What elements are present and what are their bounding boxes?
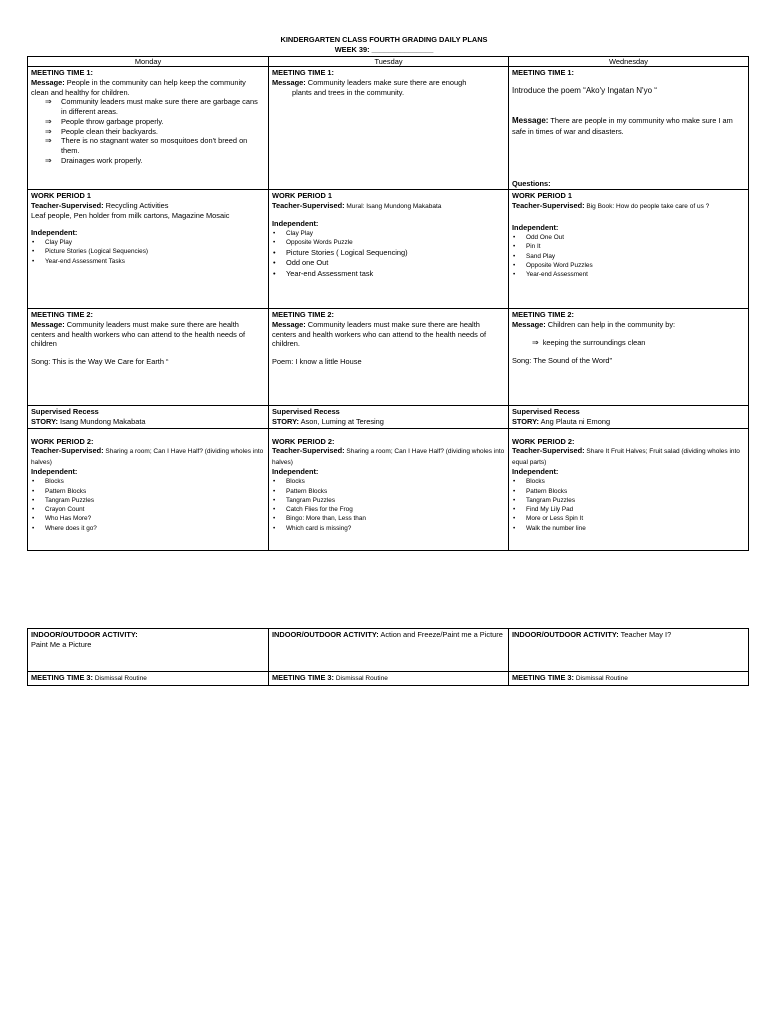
message-text: People in the community can help keep the community clean and healthy for children.: [31, 77, 246, 97]
ts-text: Sharing a room; Can I Have Half? (dividing wholes into halves): [272, 448, 505, 466]
list-item: • Clay Play: [272, 229, 505, 238]
ts-label: Teacher-Supervised:: [272, 200, 345, 210]
message-label: Message:: [272, 319, 306, 329]
meeting-2-tuesday-message: [272, 320, 505, 349]
message-label: Message:: [512, 319, 546, 329]
meeting-1-tuesday: [269, 67, 509, 190]
spacer: [272, 211, 505, 219]
story-title: Ang Plauta ni Emong: [538, 416, 611, 426]
list-item: • Tangram Puzzles: [31, 496, 265, 505]
list-item: • Opposite Word Puzzles: [512, 261, 745, 270]
message-label: Message:: [272, 77, 306, 87]
day-header-tuesday: Tuesday: [269, 57, 509, 67]
indoor-activity-line: [272, 630, 505, 640]
list-item: • Opposite Words Puzzle: [272, 238, 505, 247]
list-item: • Catch Flies for the Frog: [272, 505, 505, 514]
work-1-monday: [28, 190, 269, 309]
list-item: • Blocks: [512, 477, 745, 486]
meeting-1-monday-message: [31, 78, 265, 98]
recess-label: Supervised Recess: [272, 407, 340, 416]
teacher-supervised: [31, 446, 265, 467]
meeting-1-monday-points: [31, 97, 265, 165]
story: [31, 417, 265, 427]
work-period-2-row: [28, 428, 749, 550]
indoor-label: INDOOR/OUTDOOR ACTIVITY:: [512, 630, 619, 639]
list-item: • Year-end Assessment: [512, 270, 745, 279]
indoor-activity-line: [512, 630, 745, 640]
list-item: • Picture Stories ( Logical Sequencing): [272, 248, 505, 259]
independent-label: Independent:: [512, 467, 559, 477]
message-label: Message:: [31, 319, 65, 329]
list-item: • Odd One Out: [512, 233, 745, 242]
independent-list: [512, 477, 745, 533]
list-item: • Sand Play: [512, 252, 745, 261]
independent-list: [272, 477, 505, 533]
dismissal-routine: Dismissal Routine: [334, 675, 388, 682]
meeting-3-tuesday: [269, 672, 509, 686]
indoor-tuesday: [269, 629, 509, 672]
spacer: [512, 330, 745, 338]
list-item: • Which card is missing?: [272, 524, 505, 533]
list-item: • Pattern Blocks: [512, 487, 745, 496]
recess-row: [28, 406, 749, 429]
list-item: ⇒ There is no stagnant water so mosquitoes don't breed on them.: [31, 136, 265, 156]
work-1-tuesday: [269, 190, 509, 309]
list-item: • Blocks: [272, 477, 505, 486]
meeting-1-monday: [28, 67, 269, 190]
dismissal-routine: Dismissal Routine: [574, 675, 628, 682]
ts-label: Teacher-Supervised:: [31, 200, 104, 210]
story-label: STORY:: [512, 416, 539, 426]
teacher-supervised: [272, 446, 505, 467]
teacher-supervised: [512, 201, 745, 212]
poem-intro: Introduce the poem “Ako'y Ingatan N'yo “: [512, 85, 657, 95]
story-label: STORY:: [31, 416, 58, 426]
independent-list: [512, 233, 745, 279]
indoor-label: INDOOR/OUTDOOR ACTIVITY:: [31, 630, 138, 639]
indoor-outdoor-row: [28, 629, 749, 672]
list-item: • Pattern Blocks: [272, 487, 505, 496]
ts-text: Share It Fruit Halves; Fruit salad (dividing wholes into equal parts): [512, 448, 740, 466]
recess-tuesday: [269, 406, 509, 429]
message-text: Community leaders must make sure there are health centers and health workers who can attend to the health needs of children: [31, 319, 246, 349]
song: Song: The Sound of the Word”: [512, 356, 612, 366]
independent-label: Independent:: [31, 467, 78, 477]
message-text: Community leaders must make sure there are health centers and health workers who can attend to the health needs of children.: [272, 319, 487, 349]
day-header-row: [28, 57, 749, 67]
meeting-3-wednesday: [509, 672, 749, 686]
meeting-1-label: MEETING TIME 1:: [512, 68, 575, 77]
indoor-label: INDOOR/OUTDOOR ACTIVITY:: [272, 630, 379, 639]
indoor-activity: Paint Me a Picture: [31, 639, 92, 649]
meeting-2-wednesday-message: [512, 320, 745, 330]
ts-text: Big Book: How do people take care of us ?: [584, 202, 710, 210]
list-item: • Crayon Count: [31, 505, 265, 514]
meeting-2-label: MEETING TIME 2:: [31, 310, 94, 319]
meeting-time-3-row: [28, 672, 749, 686]
work-1-label: WORK PERIOD 1: [272, 191, 332, 200]
ts-text: Recycling Activities: [103, 200, 169, 210]
meeting-2-label: MEETING TIME 2:: [272, 310, 335, 319]
recess-monday: [28, 406, 269, 429]
independent-label: Independent:: [512, 223, 559, 233]
work-2-label: WORK PERIOD 2:: [512, 436, 575, 446]
ts-label: Teacher-Supervised:: [31, 446, 104, 456]
spacer: [512, 348, 745, 356]
daily-plan-table: [27, 56, 749, 551]
list-item: • Blocks: [31, 477, 265, 486]
meeting-time-1-row: [28, 67, 749, 190]
meeting-3-label: MEETING TIME 3:: [31, 673, 94, 682]
spacer: [512, 96, 745, 108]
spacer: [31, 220, 265, 228]
meeting-2-monday-message: [31, 320, 265, 349]
spacer: [512, 78, 745, 86]
week-label: WEEK 39: _______________: [334, 45, 434, 54]
list-item: ⇒ Community leaders must make sure there are garbage cans in different areas.: [31, 97, 265, 117]
story: [272, 417, 505, 427]
list-item: • Walk the number line: [512, 524, 745, 533]
recess-label: Supervised Recess: [512, 407, 580, 416]
indoor-monday: [28, 629, 269, 672]
work-period-1-row: [28, 190, 749, 309]
arrow-icon: ⇒: [532, 337, 539, 347]
list-item: • More or Less Spin It: [512, 514, 745, 523]
list-item: • Pattern Blocks: [31, 487, 265, 496]
work-1-label: WORK PERIOD 1: [512, 191, 572, 200]
work-1-wednesday: [509, 190, 749, 309]
list-item: • Year-end Assessment Tasks: [31, 257, 265, 266]
teacher-supervised: [512, 446, 745, 467]
meeting-3-monday: [28, 672, 269, 686]
ts-text-cont: Leaf people, Pen holder from milk cartons, Magazine Mosaic: [31, 210, 230, 220]
independent-list: [272, 229, 505, 280]
meeting-2-point: [512, 338, 745, 349]
meeting-2-label: MEETING TIME 2:: [512, 310, 575, 319]
list-item: • Picture Stories (Logical Sequencies): [31, 247, 265, 256]
teacher-supervised: [31, 201, 265, 211]
independent-label: Independent:: [272, 467, 319, 477]
meeting-2-monday: [28, 309, 269, 406]
list-item: • Clay Play: [31, 238, 265, 247]
spacer: [31, 349, 265, 357]
independent-label: Independent:: [272, 219, 319, 229]
meeting-1-wednesday-message: [512, 116, 745, 136]
message-text: Community leaders make sure there are enough: [305, 77, 467, 87]
independent-list: [31, 238, 265, 266]
work-2-wednesday: [509, 428, 749, 550]
work-2-tuesday: [269, 428, 509, 550]
ts-text: Sharing a room; Can I Have Half? (dividing wholes into halves): [31, 448, 264, 466]
recess-wednesday: [509, 406, 749, 429]
poem: Poem: I know a little House: [272, 357, 362, 367]
list-item: • Pin It: [512, 242, 745, 251]
dismissal-routine: Dismissal Routine: [93, 675, 147, 682]
meeting-2-tuesday: [269, 309, 509, 406]
message-label: Message:: [512, 116, 549, 126]
meeting-1-tuesday-message: [272, 78, 505, 88]
meeting-3-label: MEETING TIME 3:: [272, 673, 335, 682]
ts-label: Teacher-Supervised:: [512, 200, 585, 210]
list-item: • Where does it go?: [31, 524, 265, 533]
work-2-label: WORK PERIOD 2:: [272, 436, 335, 446]
document-title: KINDERGARTEN CLASS FOURTH GRADING DAILY PLANS: [280, 35, 488, 44]
day-header-monday: Monday: [28, 57, 269, 67]
meeting-3-label: MEETING TIME 3:: [512, 673, 575, 682]
list-item: ⇒ People throw garbage properly.: [31, 117, 265, 127]
ts-label: Teacher-Supervised:: [512, 446, 585, 456]
story-label: STORY:: [272, 416, 299, 426]
message-label: Message:: [31, 77, 65, 87]
teacher-supervised: [272, 201, 505, 212]
meeting-1-label: MEETING TIME 1:: [272, 68, 335, 77]
ts-label: Teacher-Supervised:: [272, 446, 345, 456]
list-item: ⇒ Drainages work properly.: [31, 156, 265, 166]
ts-text: Mural: Isang Mundong Makabata: [344, 202, 442, 210]
activities-table: [27, 628, 749, 686]
recess-label: Supervised Recess: [31, 407, 99, 416]
list-item: • Tangram Puzzles: [272, 496, 505, 505]
list-item: • Year-end Assessment task: [272, 269, 505, 280]
story-title: Ason, Luming at Teresing: [298, 416, 384, 426]
work-2-label: WORK PERIOD 2:: [31, 436, 94, 446]
indoor-activity: Action and Freeze/Paint me a Picture: [378, 630, 503, 639]
indoor-wednesday: [509, 629, 749, 672]
day-header-wednesday: Wednesday: [509, 57, 749, 67]
work-1-label: WORK PERIOD 1: [31, 191, 91, 200]
meeting-2-wednesday: [509, 309, 749, 406]
independent-list: [31, 477, 265, 533]
list-item: ⇒ People clean their backyards.: [31, 127, 265, 137]
message-text-cont: plants and trees in the community.: [292, 87, 405, 97]
story: [512, 417, 745, 427]
list-item: • Bingo: More than, Less than: [272, 514, 505, 523]
message-text: Children can help in the community by:: [545, 319, 676, 329]
spacer: [512, 211, 745, 223]
message-text: There are people in my community who make sure I am safe in times of war and disasters.: [512, 116, 733, 136]
point-text: keeping the surroundings clean: [542, 337, 646, 347]
meeting-time-2-row: [28, 309, 749, 406]
spacer: [512, 108, 745, 116]
list-item: • Odd one Out: [272, 258, 505, 269]
meeting-1-label: MEETING TIME 1:: [31, 68, 94, 77]
list-item: • Find My Lily Pad: [512, 505, 745, 514]
story-title: Isang Mundong Makabata: [57, 416, 146, 426]
song: Song: This is the Way We Care for Earth “: [31, 357, 169, 367]
indoor-activity: Teacher May I?: [618, 630, 672, 639]
spacer: [272, 349, 505, 357]
questions-label: Questions:: [512, 179, 551, 189]
list-item: • Who Has More?: [31, 514, 265, 523]
work-2-monday: [28, 428, 269, 550]
meeting-1-wednesday: [509, 67, 749, 190]
list-item: • Tangram Puzzles: [512, 496, 745, 505]
independent-label: Independent:: [31, 228, 78, 238]
